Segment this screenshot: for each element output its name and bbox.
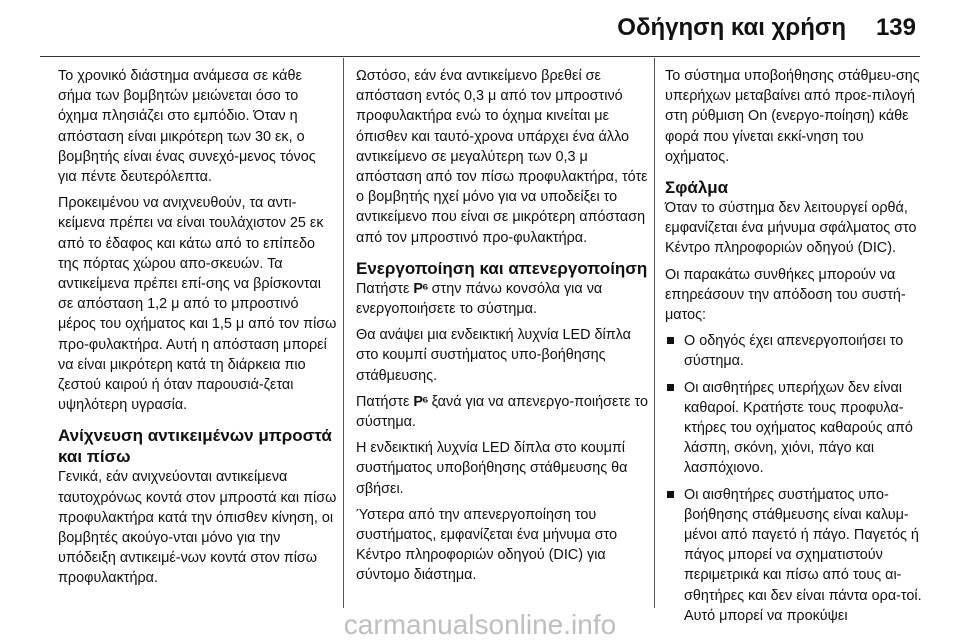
bullet-icon — [667, 337, 674, 344]
list-item — [665, 331, 925, 371]
section-heading: Ενεργοποίηση και απενεργοποίηση — [356, 258, 648, 278]
paragraph: Όταν το σύστημα δεν λειτουργεί ορθά, εμφανίζεται ένα μήνυμα σφάλματος στο Κέντρο πληροφοριών οδηγού (DIC). — [665, 200, 917, 257]
paragraph — [356, 279, 650, 319]
paragraph — [356, 392, 650, 432]
header-rule — [40, 56, 920, 57]
paragraph: Ύστερα από την απενεργοποίηση του συστήματος, εμφανίζεται ένα μήνυμα στο Κέντρο πληροφοριών οδηγού (DIC) για σύντομο διάστημα. — [356, 506, 618, 584]
text-run: Πατήστε — [356, 280, 414, 297]
paragraph: Οι παρακάτω συνθήκες μπορούν να επηρεάσουν την απόδοση του συστή-ματος: — [665, 266, 906, 324]
parking-assist-icon: P⁶ — [413, 393, 428, 410]
page-title: Οδήγηση και χρήση — [617, 14, 846, 41]
column-divider — [343, 58, 344, 608]
paragraph: Προκειμένου να ανιχνευθούν, τα αντι-κείμενα πρέπει να είναι τουλάχιστον 25 εκ από το έδαφος και κάτω από το επίπεδο της πόρτας χώρου απο-σκευών. Τα αντικείμενα πρέπει επί-σης να βρίσκονται σε απόσταση 1,2 μ από το μπροστινό μέρος του οχήματος και 1,5 μ από τον πίσω προ-φυλακτήρα. Αυτή η απόσταση μπορεί να είναι μικρότερη κατά τη διάρκεια πιο ζεστού καιρού ή όταν παρουσιά-ζεται υψηλότερη υγρασία. — [58, 195, 337, 414]
watermark: carmanualsonline.info — [343, 609, 617, 640]
section-heading: Σφάλμα — [665, 178, 729, 198]
page-header — [0, 0, 960, 52]
parking-assist-icon: P⁶ — [413, 280, 428, 297]
paragraph: Το σύστημα υποβοήθησης στάθμευ-σης υπερήχων μεταβαίνει από προε-πιλογή στη ρύθμιση On (ενεργο-ποίηση) κάθε φορά που γίνεται εκκί-νηση του οχήματος. — [665, 68, 920, 165]
column-3 — [665, 66, 925, 632]
bullet-icon — [667, 384, 674, 391]
paragraph: Το χρονικό διάστημα ανάμεσα σε κάθε σήμα των βομβητών μειώνεται όσο το όχημα πλησιάζει στο εμπόδιο. Όταν η απόσταση είναι μικρότερη των 30 εκ, ο βομβητής είναι ένας συνεχό-μενος τόνος για πέντε δευτερόλεπτα. — [58, 68, 316, 186]
text-run: ξανά για να απενεργο-ποιήσετε το σύστημα. — [356, 393, 648, 431]
section-heading: Ανίχνευση αντικειμένων μπροστά και πίσω — [58, 426, 332, 467]
paragraph: Θα ανάψει μια ενδεικτική λυχνία LED δίπλα στο κουμπί συστήματος υπο-βοήθησης στάθμευσης. — [356, 327, 631, 384]
page-number: 139 — [875, 14, 916, 41]
bullet-list — [665, 331, 925, 626]
list-item-text: Ο οδηγός έχει απενεργοποιήσει το σύστημα. — [684, 333, 904, 370]
list-item — [665, 378, 925, 479]
paragraph: Γενικά, εάν ανιχνεύονται αντικείμενα ταυτοχρόνως κοντά στον μπροστά και πίσω προφυλακτήρα κατά την όπισθεν κίνηση, οι βομβητές ακούγο-νται μόνο για την υπόδειξη αντικειμέ-νων κοντά στον πίσω προφυλακτήρα. — [58, 469, 337, 587]
text-run: στην πάνω κονσόλα για να ενεργοποιήσετε το σύστημα. — [356, 280, 603, 318]
paragraph: Ωστόσο, εάν ένα αντικείμενο βρεθεί σε απόσταση εντός 0,3 μ από τον μπροστινό προφυλακτήρα ενώ το όχημα κινείται με όπισθεν και ταυτό-χρονα υπάρχει ένα άλλο αντικείμενο σε μεγαλύτερη των 0,3 μ απόσταση από τον πίσω προφυλακτήρα, τότε ο βομβητής ηχεί μόνο για να υποδείξει το αντικείμενο που είναι σε μικρότερη απόσταση από τον μπροστινό προ-φυλακτήρα. — [356, 68, 648, 246]
paragraph: Η ενδεικτική λυχνία LED δίπλα στο κουμπί συστήματος υποβοήθησης στάθμευσης θα σβήσει. — [356, 440, 628, 497]
bullet-icon — [667, 491, 674, 498]
column-2 — [356, 66, 650, 592]
column-1 — [58, 66, 337, 595]
column-divider — [654, 58, 655, 608]
text-run: Πατήστε — [356, 393, 414, 410]
list-item-text: Οι αισθητήρες συστήματος υπο-βοήθησης στάθμευσης είναι καλυμ-μένοι από παγετό ή πάγο. Παγετός ή πάγος μπορεί να σχηματιστούν περιμετρικά και πίσω από τους αι-σθητήρες και δεν είναι πάντα ορα-τοί. Αυτό μπορεί να προκύψει — [684, 486, 922, 624]
list-item — [665, 485, 925, 626]
list-item-text: Οι αισθητήρες υπερήχων δεν είναι καθαροί. Κρατήστε τους προφυλα-κτήρες του οχήματος καθαρούς από λάσπη, σκόνη, χιόνι, πάγο και λασπόχιονο. — [684, 379, 913, 477]
